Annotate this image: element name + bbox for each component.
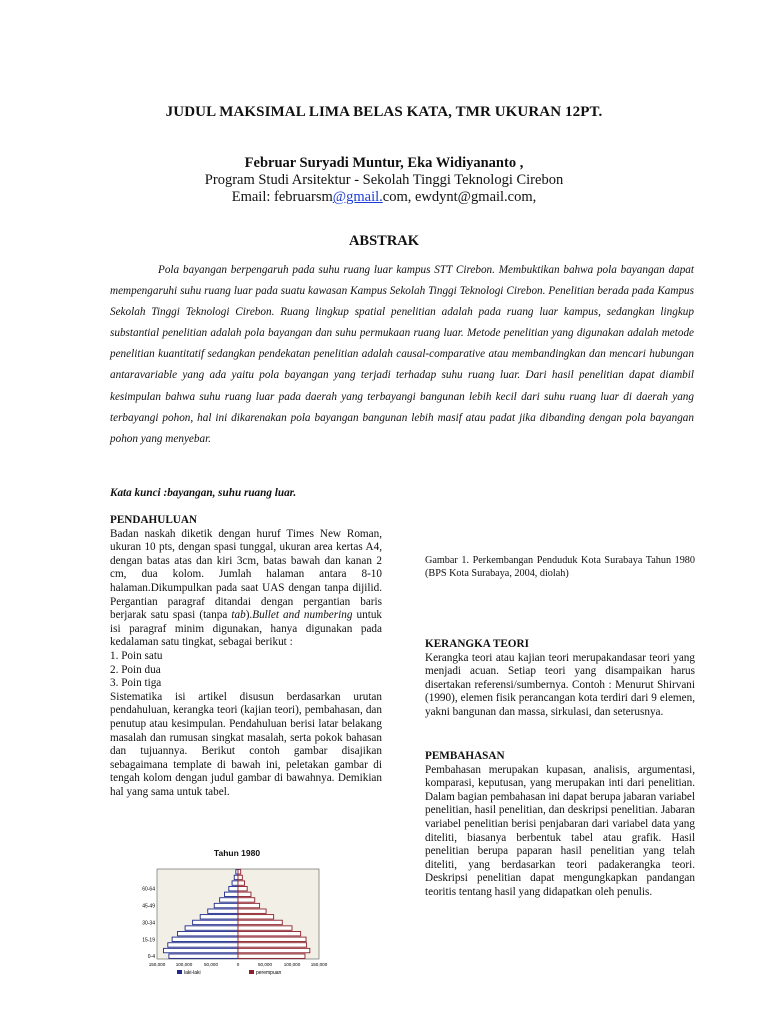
bar-female-75+: [238, 870, 241, 874]
pendahuluan-paragraph-1: [110, 528, 382, 650]
bar-male-10-14: [168, 943, 238, 947]
bar-male-50-54: [220, 898, 238, 902]
bar-female-70-74: [238, 875, 242, 879]
list-item: 1. Poin satu: [110, 649, 163, 662]
chart-title: Tahun 1980: [213, 848, 261, 858]
pyramid-svg: [137, 859, 337, 980]
kerangka-section: [425, 638, 695, 720]
pembahasan-text: Pembahasan merupakan kupasan, analisis, argumentasi, komparasi, keputusan, yang merupakan inti dari penelitian. Dalam bagian pembahasan ini dapat berupa jabaran variabel penelitian, hasil penelitian, dan deskripsi penelitian. Jabaran variabel penelitian berisi penjabaran dari variabel data yang diteliti, biasanya berbentuk tabel atau grafik. Hasil penelitian berupa paparan hasil penelitian yang telah diteliti, yang berdasarkan teori padakerangka teori. Deskripsi penelitian dapat mengungkapkan pandangan teoritis tentang hasil yang didapatkan oleh penulis.: [425, 763, 695, 898]
bar-female-20-24: [238, 931, 301, 935]
legend-label-female: perempuan: [256, 970, 282, 976]
bar-male-40-44: [208, 909, 238, 913]
bar-female-45-49: [238, 903, 260, 907]
keywords: Kata kunci :bayangan, suhu ruang luar.: [110, 487, 297, 499]
x-tick-6: 150,000: [310, 962, 328, 967]
kerangka-heading: KERANGKA TEORI: [425, 638, 529, 650]
bar-male-30-34: [193, 920, 238, 924]
bar-male-5-9: [163, 948, 238, 952]
bar-male-60-64: [229, 886, 238, 890]
y-tick-30-34: 30-34: [142, 920, 155, 927]
bar-female-30-34: [238, 920, 282, 924]
p1-text-a: Badan naskah diketik dengan huruf Times New Roman, ukuran 10 pts, dengan spasi tunggal, ukuran area kertas A4, dengan batas atas dan kiri 3cm, batas bawah dan kanan 2 cm, dua kolom. Jumlah halaman antara 8-10 halaman.Dikumpulkan pada saat UAS dengan tanpa dijilid. Pergantian paragraf ditandai dengan pergantian baris berjarak satu spasi (tanpa: [110, 527, 382, 622]
figure-caption: Gambar 1. Perkembangan Penduduk Kota Surabaya Tahun 1980 (BPS Kota Surabaya, 2004, diolah): [425, 555, 695, 579]
bar-female-10-14: [238, 943, 307, 947]
bar-female-5-9: [238, 948, 310, 952]
bar-male-20-24: [178, 931, 238, 935]
email-line: [0, 189, 768, 206]
bar-female-35-39: [238, 915, 274, 919]
bar-male-70-74: [234, 875, 238, 879]
x-tick-1: 100,000: [175, 962, 193, 967]
y-tick-45-49: 45-49: [142, 903, 155, 910]
x-tick-2: 50,000: [203, 962, 219, 967]
bar-male-0-4: [169, 954, 238, 958]
p1-text-b: ).: [245, 609, 253, 622]
left-column: [110, 514, 382, 799]
list-item: 2. Poin dua: [110, 663, 161, 676]
x-tick-4: 50,000: [257, 962, 273, 967]
bar-female-50-54: [238, 898, 255, 902]
legend-swatch-male: [177, 970, 182, 974]
email-link[interactable]: @gmail.: [332, 189, 383, 205]
bar-male-25-29: [185, 926, 238, 930]
p1-bullet: Bullet and numbering: [252, 609, 353, 622]
y-tick-15-19: 15-19: [142, 937, 155, 944]
bar-female-55-59: [238, 892, 251, 896]
affiliation: Program Studi Arsitektur - Sekolah Tinggi Teknologi Cirebon: [204, 172, 564, 188]
pendahuluan-heading: PENDAHULUAN: [110, 514, 198, 526]
bar-female-40-44: [238, 909, 266, 913]
abstract-heading: ABSTRAK: [348, 233, 420, 249]
bar-male-15-19: [172, 937, 238, 941]
x-tick-3: 0: [236, 962, 240, 967]
email-suffix: com, ewdynt@gmail.com,: [382, 189, 537, 205]
bar-female-60-64: [238, 886, 247, 890]
bar-male-45-49: [214, 903, 238, 907]
x-tick-5: 100,000: [283, 962, 301, 967]
email-prefix: Email: februarsm: [231, 189, 333, 205]
x-tick-0: 150,000: [148, 962, 166, 967]
abstract-text: Pola bayangan berpengaruh pada suhu ruang luar kampus STT Cirebon. Membuktikan bahwa pola bayangan dapat mempengaruhi suhu ruang luar pada suatu kawasan Kampus Sekolah Tinggi Teknologi Cirebon. Penelitian berada pada Kampus Sekolah Tinggi Teknologi Cirebon. Ruang lingkup spatial penelitian adalah pada ruang luar kampus, sedangkan lingkup substantial penelitian adalah pola bayangan dan suhu permukaan ruang luar. Metode penelitian yang digunakan adalah metode penelitian kuantitatif sedangkan pendekatan penelitian adalah causal-comparative atau membandingkan dan mencari hubungan antaravariable yang ada yaitu pola bayangan yang terjadi terhadap suhu ruang luar. Dari hasil penelitian dapat diambil kesimpulan bahwa suhu ruang luar pada daerah yang terbayangi bangunan lebih kecil dari suhu ruang luar di daerah yang terbayangi pohon, hal ini dikarenakan pola bayangan bangunan lebih masif atau padat jika dibanding dengan pola bayangan pohon yang menyebar.: [110, 264, 694, 445]
pendahuluan-paragraph-2: Sistematika isi artikel disusun berdasarkan urutan pendahuluan, kerangka teori (kajian teori), pembahasan, dan penutup atau kesimpulan. Pendahuluan berisi latar belakang masalah dan rumusan singkat masalah, serta pokok bahasan dan tujuannya. Berikut contoh gambar disajikan sebagaimana template di bawah ini, peletakan gambar di tengah kolom dengan judul gambar di bawahnya. Demikian hal yang sama untuk tabel.: [110, 690, 382, 798]
point-list: [110, 650, 382, 691]
legend-swatch-female: [249, 970, 254, 974]
list-item: 3. Poin tiga: [110, 677, 162, 690]
paper-title: JUDUL MAKSIMAL LIMA BELAS KATA, TMR UKURAN 12PT.: [165, 104, 603, 120]
legend-label-male: laki-laki: [184, 970, 201, 976]
bar-male-35-39: [200, 915, 238, 919]
y-tick-60-64: 60-64: [142, 886, 155, 893]
p1-text-c: untuk isi paragraf minim digunakan, hanya digunakan pada kedalaman satu tingkat, sebagai berikut :: [110, 609, 383, 649]
kerangka-text: Kerangka teori atau kajian teori merupakandasar teori yang menjadi acuan. Setiap teori yang disampaikan harus disertakan referensi/sumbernya. Contoh : Menurut Shirvani (1990), elemen fisik perancangan kota terdiri dari 9 elemen, yakni bangunan dan massa, sirkulasi, dan seterusnya.: [425, 651, 695, 718]
bar-female-25-29: [238, 926, 292, 930]
bar-female-15-19: [238, 937, 306, 941]
pembahasan-section: [425, 750, 695, 900]
bar-female-0-4: [238, 954, 305, 958]
pembahasan-heading: PEMBAHASAN: [425, 750, 505, 762]
p1-tab: tab: [231, 609, 246, 622]
population-pyramid-chart: [137, 848, 337, 980]
y-tick-0-4: 0-4: [147, 954, 155, 961]
bar-male-65-69: [232, 881, 238, 885]
author-names: Februar Suryadi Muntur, Eka Widiyananto ,: [244, 155, 524, 171]
bar-female-65-69: [238, 881, 244, 885]
bar-male-55-59: [225, 892, 239, 896]
